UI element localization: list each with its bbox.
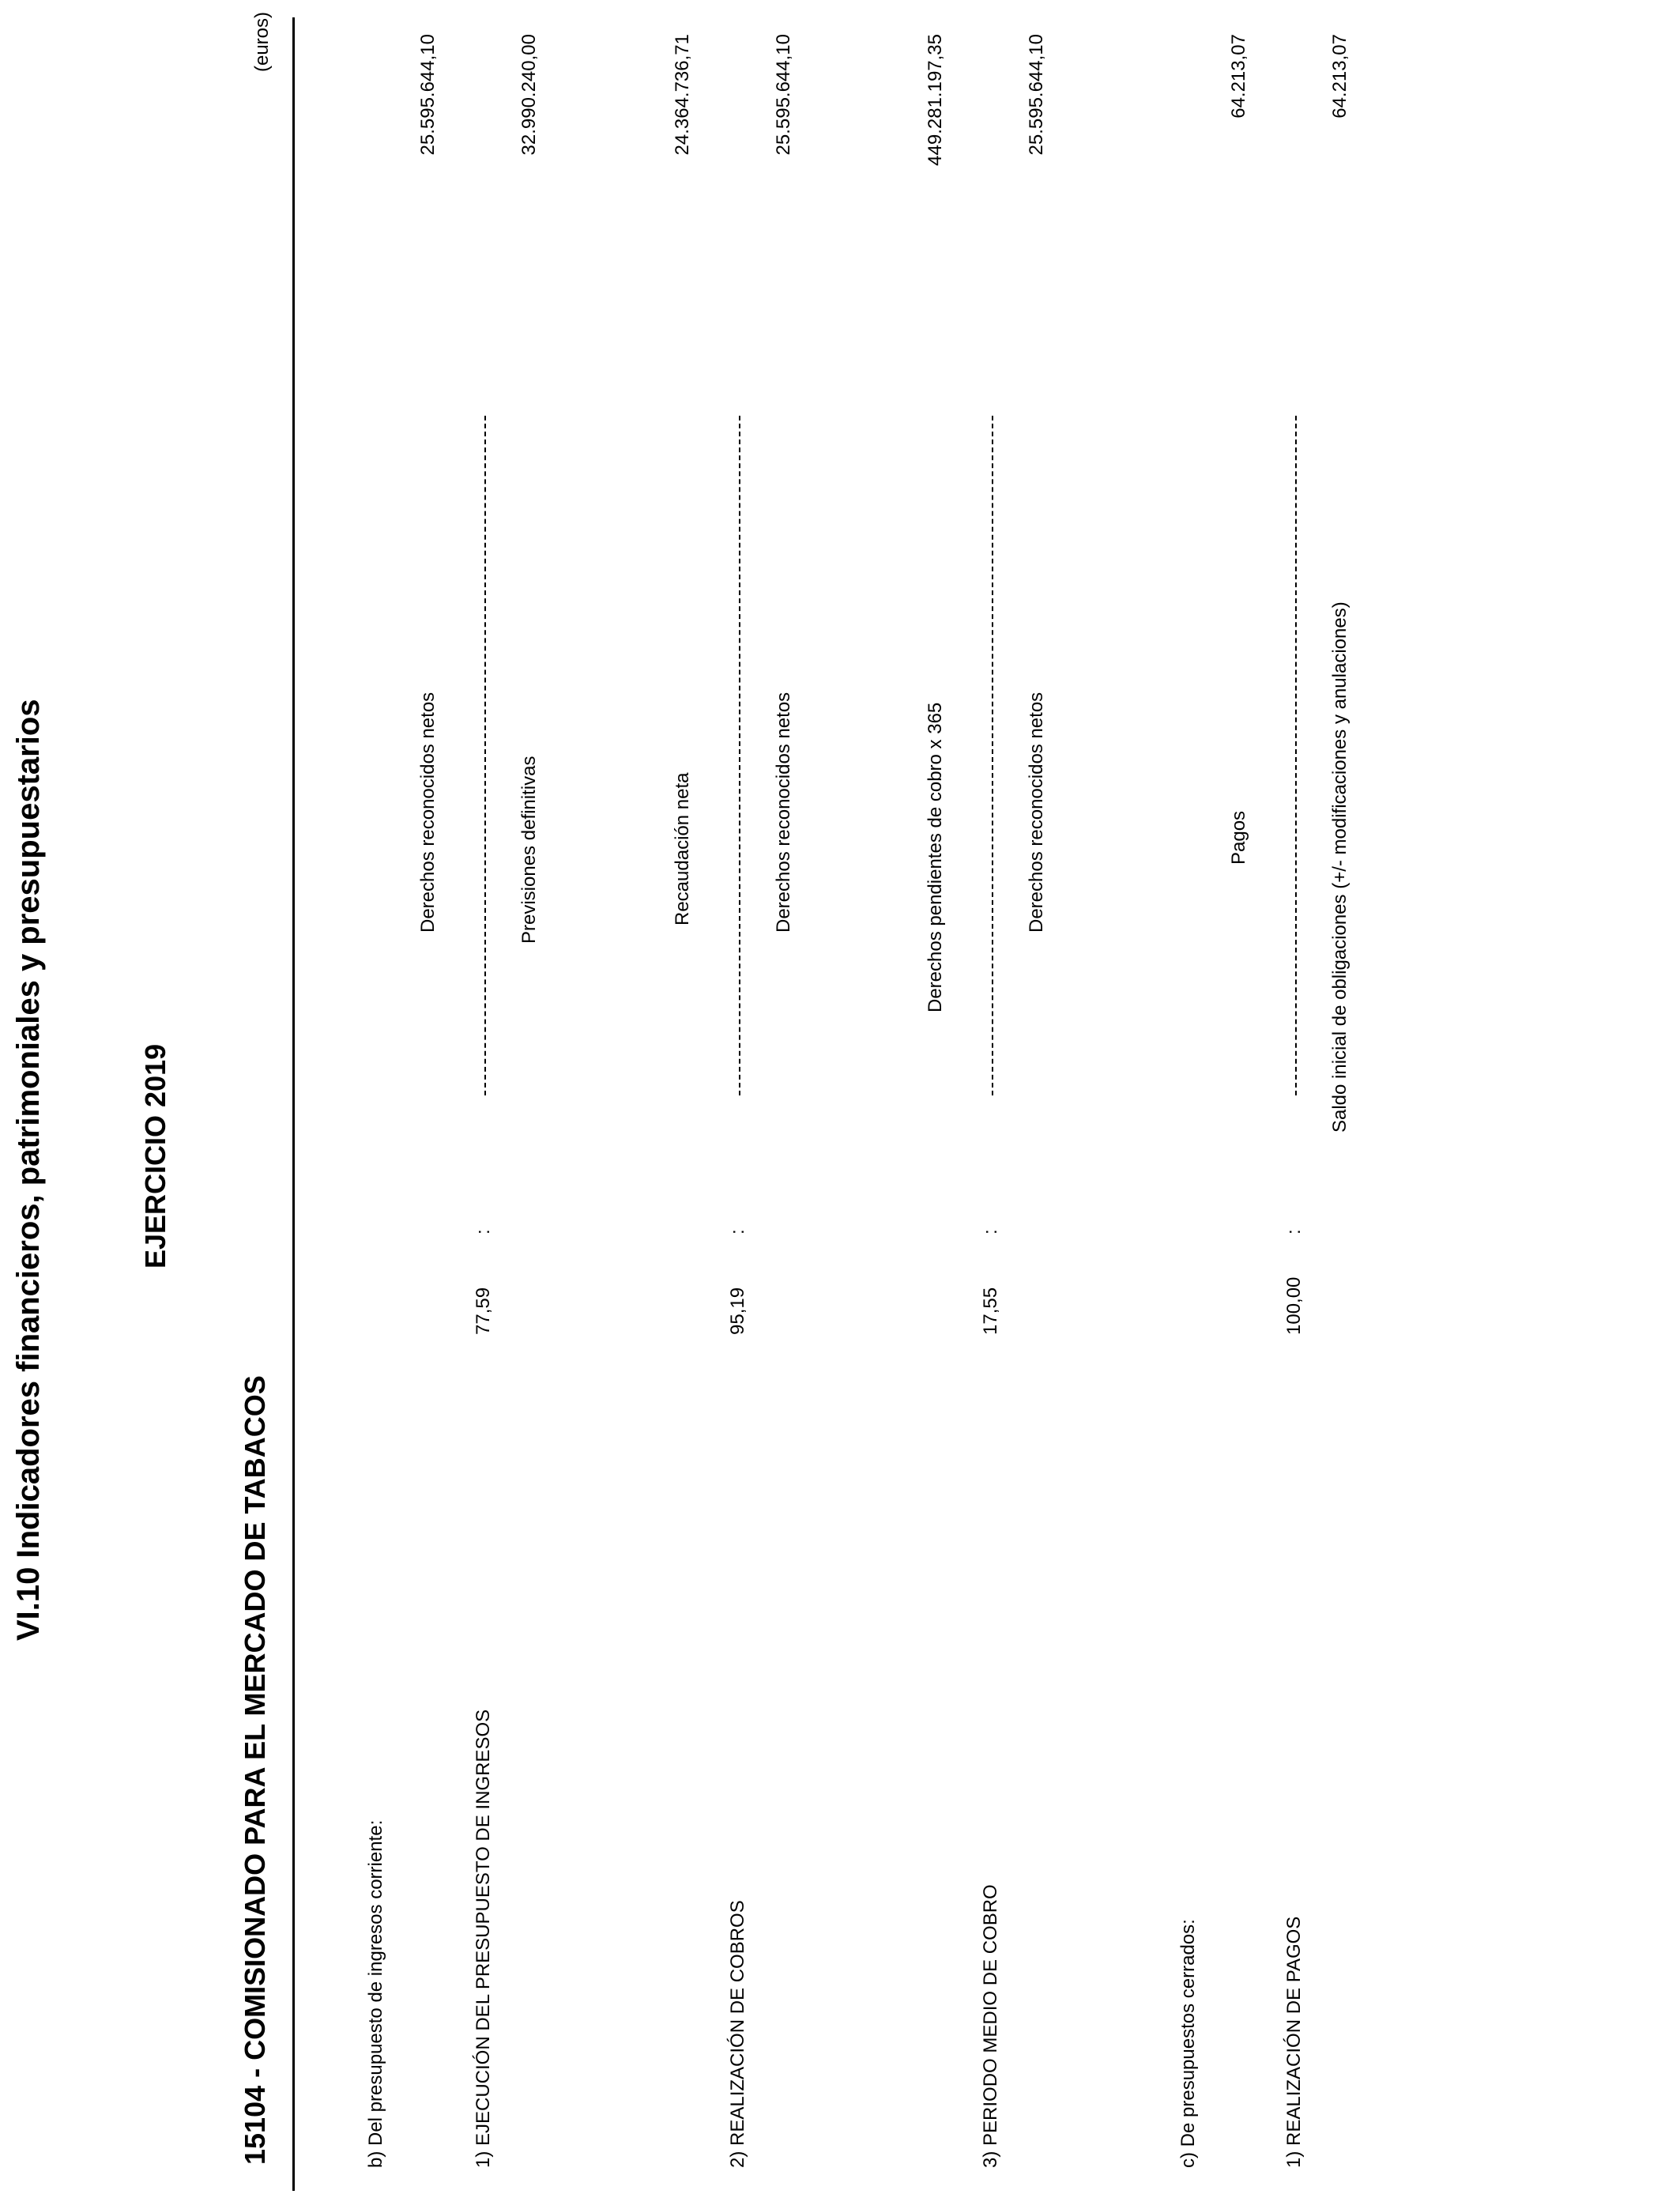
rule-join bbox=[292, 121, 293, 123]
numerator-value: 449.281.197,35 bbox=[925, 34, 946, 166]
indicator-value-collections: 95,19 bbox=[727, 1287, 748, 1335]
denominator-label: Derechos reconocidos netos bbox=[773, 692, 794, 933]
numerator-label: Derechos reconocidos netos bbox=[417, 692, 439, 933]
denominator-label: Derechos reconocidos netos bbox=[1026, 692, 1047, 933]
numerator-value: 25.595.644,10 bbox=[417, 34, 439, 156]
indicator-value-collection-period: 17,55 bbox=[980, 1287, 1001, 1335]
indicator-value-payments: 100,00 bbox=[1283, 1276, 1305, 1335]
indicator-separator: : bbox=[727, 1229, 748, 1235]
section-heading-closed: c) De presupuestos cerrados: bbox=[1177, 1919, 1199, 2168]
fraction-line bbox=[1295, 416, 1297, 1095]
indicator-separator: : bbox=[473, 1229, 494, 1235]
numerator-label: Recaudación neta bbox=[672, 772, 693, 925]
exercise-label: EJERCICIO 2019 bbox=[139, 1043, 171, 1269]
report-title: VI.10 Indicadores financieros, patrimoniales y presupuestarios bbox=[11, 699, 46, 1641]
numerator-label: Pagos bbox=[1228, 810, 1249, 865]
fraction-line bbox=[992, 416, 993, 1095]
indicator-separator: : bbox=[980, 1229, 1001, 1235]
indicator-name-payments: 1) REALIZACIÓN DE PAGOS bbox=[1283, 1916, 1305, 2168]
denominator-label: Previsiones definitivas bbox=[518, 756, 540, 944]
entity-heading: 15104 - COMISIONADO PARA EL MERCADO DE TABACOS bbox=[239, 1375, 271, 2165]
header-rule-left bbox=[292, 17, 295, 2191]
denominator-label: Saldo inicial de obligaciones (+/- modificaciones y anulaciones) bbox=[1329, 601, 1350, 1133]
numerator-label: Derechos pendientes de cobro x 365 bbox=[925, 702, 946, 1012]
numerator-value: 24.364.736,71 bbox=[672, 34, 693, 156]
denominator-value: 25.595.644,10 bbox=[1026, 34, 1047, 156]
numerator-value: 64.213,07 bbox=[1228, 34, 1249, 119]
indicator-separator: : bbox=[1283, 1229, 1305, 1235]
section-heading-current: b) Del presupuesto de ingresos corriente: bbox=[365, 1819, 386, 2168]
denominator-value: 64.213,07 bbox=[1329, 34, 1350, 119]
indicator-value-execution: 77,59 bbox=[473, 1287, 494, 1335]
denominator-value: 32.990.240,00 bbox=[518, 34, 540, 156]
units-label: (euros) bbox=[251, 11, 273, 72]
indicator-name-execution: 1) EJECUCIÓN DEL PRESUPUESTO DE INGRESOS bbox=[473, 1709, 494, 2168]
indicator-name-collections: 2) REALIZACIÓN DE COBROS bbox=[727, 1900, 748, 2168]
fraction-line bbox=[484, 416, 486, 1095]
fraction-line bbox=[739, 416, 740, 1095]
indicator-name-collection-period: 3) PERIODO MEDIO DE COBRO bbox=[980, 1884, 1001, 2168]
denominator-value: 25.595.644,10 bbox=[773, 34, 794, 156]
